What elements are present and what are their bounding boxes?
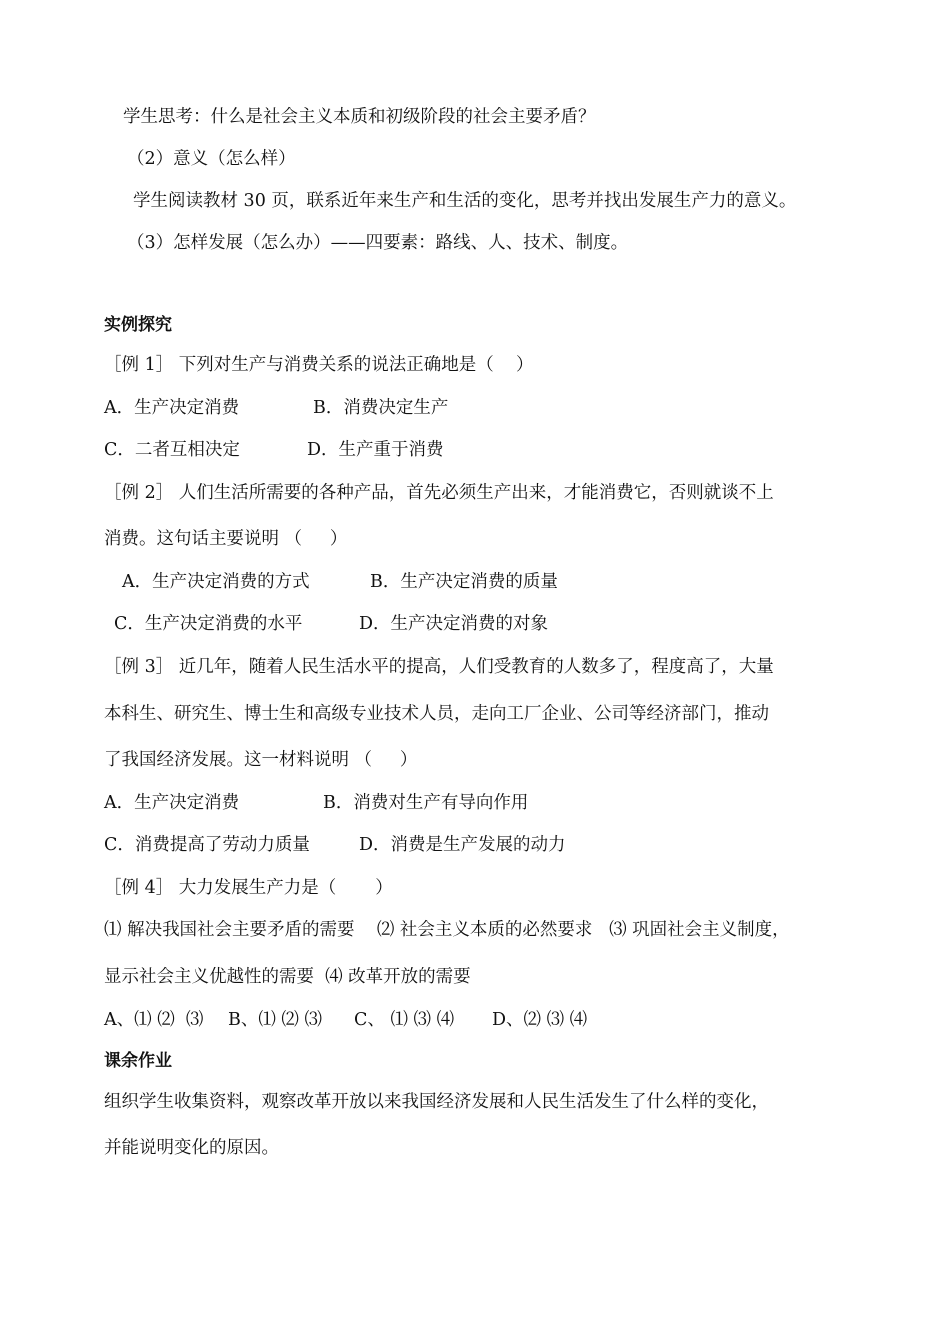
example-3-stem-line-3: 了我国经济发展。这一材料说明 （ ） xyxy=(104,750,418,770)
example-4-stem: ［例 4］ 大力发展生产力是（ ） xyxy=(104,878,393,898)
homework-line-1: 组织学生收集资料，观察改革开放以来我国经济发展和人民生活发生了什么样的变化， xyxy=(104,1092,769,1112)
example-2-option-b: B．生产决定消费的质量 xyxy=(370,572,558,592)
example-1-option-b: B．消费决定生产 xyxy=(313,398,449,418)
example-1-stem: ［例 1］ 下列对生产与消费关系的说法正确地是（ ） xyxy=(104,355,534,375)
example-1-option-d: D．生产重于消费 xyxy=(307,440,444,460)
example-3-option-d: D．消费是生产发展的动力 xyxy=(359,835,566,855)
example-3-option-a: A．生产决定消费 xyxy=(104,793,240,813)
homework-heading: 课余作业 xyxy=(104,1051,172,1071)
example-2-option-d: D．生产决定消费的对象 xyxy=(359,614,549,634)
student-think-line: 学生思考：什么是社会主义本质和初级阶段的社会主要矛盾？ xyxy=(123,107,596,127)
meaning-subheading: （2）意义（怎么样） xyxy=(127,149,296,169)
example-4-option-c: C、 ⑴ ⑶ ⑷ xyxy=(354,1010,455,1030)
example-3-stem-line-1: ［例 3］ 近几年，随着人民生活水平的提高，人们受教育的人数多了，程度高了，大量 xyxy=(104,657,774,677)
example-4-choices-line-1: ⑴ 解决我国社会主要矛盾的需要 ⑵ 社会主义本质的必然要求 ⑶ 巩固社会主义制度， xyxy=(104,920,790,940)
example-1-option-c: C．二者互相决定 xyxy=(104,440,240,460)
example-2-stem-line-2: 消费。这句话主要说明 （ ） xyxy=(104,529,348,549)
how-to-develop-line: （3）怎样发展（怎么办）——四要素：路线、人、技术、制度。 xyxy=(127,233,629,253)
example-2-stem-line-1: ［例 2］ 人们生活所需要的各种产品，首先必须生产出来，才能消费它，否则就谈不上 xyxy=(104,483,774,503)
example-3-option-c: C．消费提高了劳动力质量 xyxy=(104,835,310,855)
student-read-line: 学生阅读教材 30 页，联系近年来生产和生活的变化，思考并找出发展生产力的意义。 xyxy=(133,191,797,211)
example-4-option-d: D、⑵ ⑶ ⑷ xyxy=(492,1010,588,1030)
homework-line-2: 并能说明变化的原因。 xyxy=(104,1138,279,1158)
example-1-option-a: A．生产决定消费 xyxy=(104,398,240,418)
example-2-option-a: A．生产决定消费的方式 xyxy=(122,572,310,592)
example-3-stem-line-2: 本科生、研究生、博士生和高级专业技术人员，走向工厂企业、公司等经济部门，推动 xyxy=(104,704,769,724)
example-4-option-b: B、⑴ ⑵ ⑶ xyxy=(228,1010,322,1030)
example-3-option-b: B．消费对生产有导向作用 xyxy=(323,793,529,813)
example-4-choices-line-2: 显示社会主义优越性的需要 ⑷ 改革开放的需要 xyxy=(104,967,471,987)
example-4-option-a: A、⑴ ⑵ ⑶ xyxy=(104,1010,204,1030)
examples-heading: 实例探究 xyxy=(104,315,172,335)
example-2-option-c: C．生产决定消费的水平 xyxy=(114,614,303,634)
